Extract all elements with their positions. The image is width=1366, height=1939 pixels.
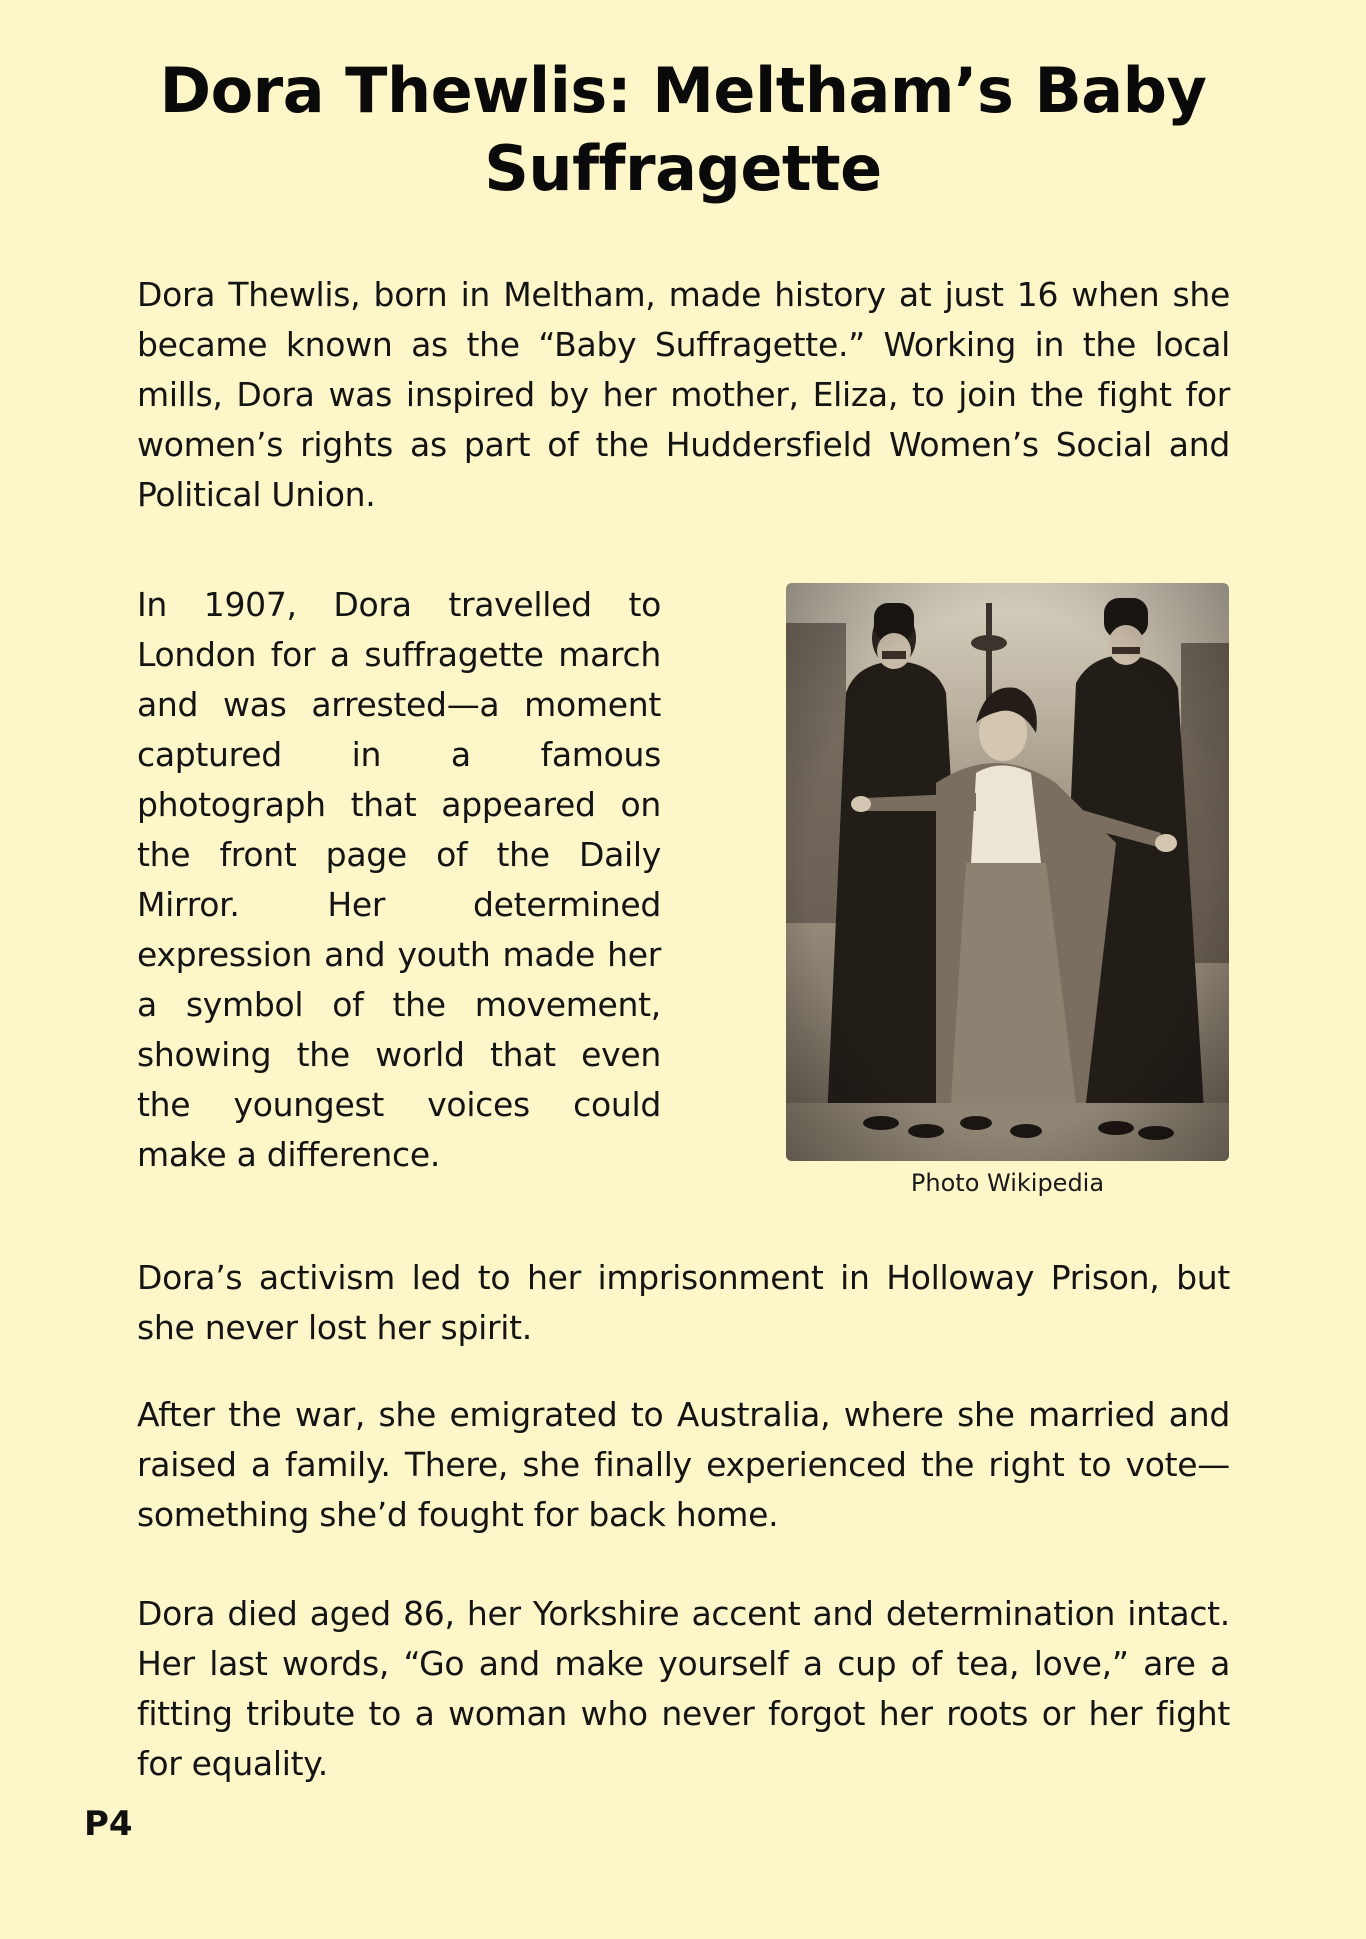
photo-caption: Photo Wikipedia [910,1169,1105,1197]
paragraph-war: After the war, she emigrated to Australia, where she married and raised a family. There, she finally experienced the right to vote—something she’d fought for back home. [137,1395,1230,1534]
page-title: Dora Thewlis: Meltham’s Baby Suffragette [159,54,1207,205]
page-number: P4 [84,1804,133,1844]
paragraph-arrest: In 1907, Dora travelled to London for a suffragette march and was arrested—a moment captured in a famous photograph that appeared on the front page of the Daily Mirror. Her determined expression and youth made her a symbol of the movement, showing the world that even the youngest voices could make a difference. [137,585,661,1174]
paragraph-intro: Dora Thewlis, born in Meltham, made history at just 16 when she became known as the “Baby Suffragette.” Working in the local mills, Dora was inspired by her mother, Eliza, to join the fight for women’s rights as part of the Huddersfield Women’s Social and Political Union. [137,275,1230,514]
paragraph-prison: Dora’s activism led to her imprisonment in Holloway Prison, but she never lost her spirit. [137,1258,1230,1347]
photo-illustration [786,583,1229,1161]
arrest-photograph [786,583,1229,1161]
paragraph-death: Dora died aged 86, her Yorkshire accent and determination intact. Her last words, “Go and make yourself a cup of tea, love,” are a fitting tribute to a woman who never forgot her roots or her fight for equality. [137,1594,1230,1783]
